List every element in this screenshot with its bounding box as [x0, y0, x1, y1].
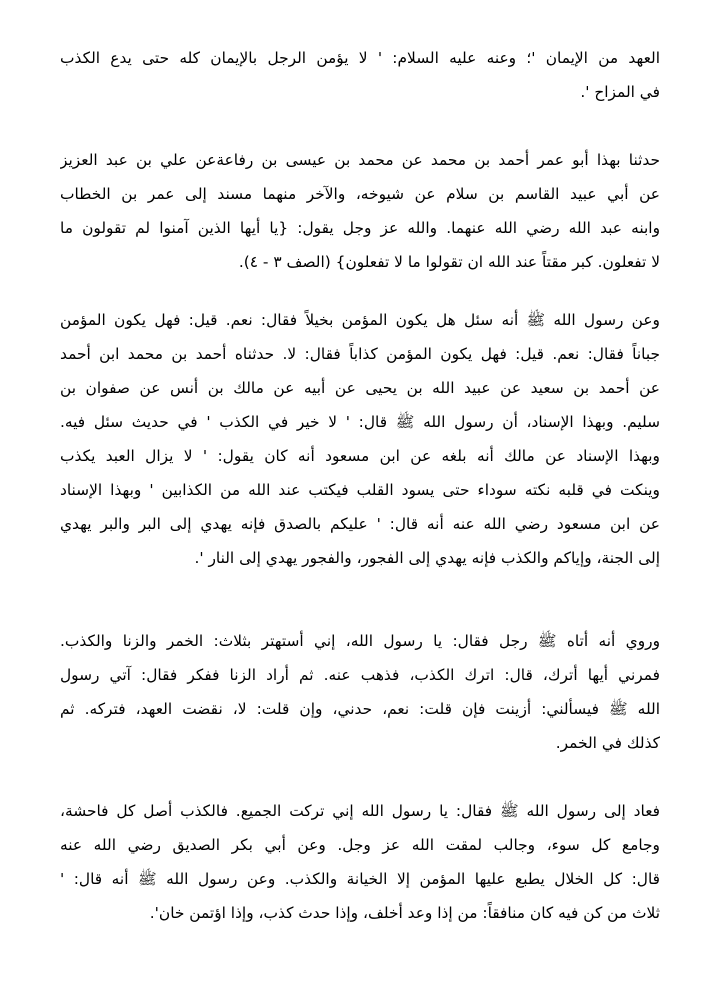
paragraph-1: [60, 41, 660, 109]
text-line: وابنه عبد الله رضي الله عنهما. والله عز وجل يقول: {يا أيها الذين آمنوا لم تقولون ما: [60, 219, 660, 237]
paragraph-3: [60, 303, 660, 575]
text-line: وروي أنه أتاه ﷺ رجل فقال: يا رسول الله، إني أستهتر بثلاث: الخمر والزنا والكذب.: [60, 632, 660, 650]
text-line: سليم. وبهذا الإسناد، أن رسول الله ﷺ قال: ' لا خير في الكذب ' في حديث سئل فيه.: [60, 413, 660, 431]
text-line: فعاد إلى رسول الله ﷺ فقال: يا رسول الله إني تركت الجميع. فالكذب أصل كل فاحشة،: [60, 802, 660, 820]
text-line: وجامع كل سوء، وجالب لمقت الله عز وجل. وعن أبي بكر الصديق رضي الله عنه: [60, 836, 660, 854]
text-line: جباناً فقال: نعم. قيل: فهل يكون المؤمن كذاباً فقال: لا. حدثناه أحمد بن محمد ابن أحمد: [60, 345, 660, 363]
text-line: وعن رسول الله ﷺ أنه سئل هل يكون المؤمن بخيلاً فقال: نعم. قيل: فهل يكون المؤمن: [60, 311, 660, 329]
text-line: ثلاث من كن فيه كان منافقاً: من إذا وعد أخلف، وإذا حدث كذب، وإذا اؤتمن خان'.: [149, 904, 660, 922]
text-line: عن أحمد بن سعيد عن عبيد الله بن يحيى عن أبيه عن مالك بن أنس عن صفوان بن: [60, 379, 660, 397]
text-line: في المزاح '.: [580, 83, 660, 101]
text-line: وينكت في قلبه نكته سوداء حتى يسود القلب فيكتب عند الله من الكذابين ' وبهذا الإسناد: [60, 481, 660, 499]
text-line: العهد من الإيمان '؛ وعنه عليه السلام: ' لا يؤمن الرجل بالإيمان كله حتى يدع الكذب: [60, 49, 660, 67]
text-line: الله ﷺ فيسألني: أزينت فإن قلت: نعم، حدني، وإن قلت: لا، نقضت العهد، فتركه. ثم: [60, 700, 660, 718]
text-line: كذلك في الخمر.: [555, 734, 660, 752]
text-line: عن ابن مسعود رضي الله عنه أنه قال: ' عليكم بالصدق فإنه يهدي إلى البر والبر يهدي: [60, 515, 660, 533]
text-line: وبهذا الإسناد عن مالك أنه بلغه عن ابن مسعود أنه كان يقول: ' لا يزال العبد يكذب: [60, 447, 660, 465]
text-line: فمرني أيها أترك، قال: اترك الكذب، فذهب عنه. ثم أراد الزنا ففكر فقال: آتي رسول: [60, 666, 660, 684]
text-line: إلى الجنة، وإياكم والكذب فإنه يهدي إلى الفجور، والفجور يهدي إلى النار '.: [194, 549, 660, 567]
text-line: حدثنا بهذا أبو عمر أحمد بن محمد عن محمد بن عيسى بن رفاعةعن علي بن عبد العزيز: [60, 151, 660, 169]
text-line: عن أبي عبيد القاسم بن سلام عن شيوخه، والآخر منهما مسند إلى عمر بن الخطاب: [60, 185, 660, 203]
text-line: قال: كل الخلال يطبع عليها المؤمن إلا الخيانة والكذب. وعن رسول الله ﷺ أنه قال: ': [60, 870, 660, 888]
paragraph-4: [60, 624, 660, 760]
paragraph-2: [60, 143, 660, 279]
paragraph-5: [60, 794, 660, 930]
text-line: لا تفعلون. كبر مقتاً عند الله ان تقولوا ما لا تفعلون} (الصف ٣ - ٤).: [238, 253, 660, 271]
